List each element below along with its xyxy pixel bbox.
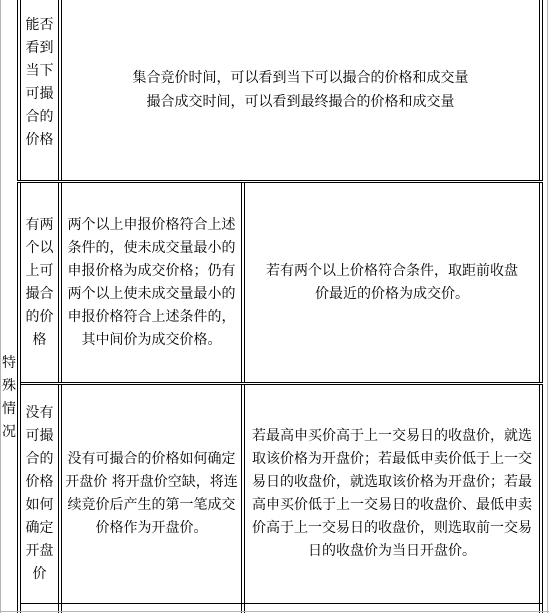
grid-line	[241, 384, 242, 613]
grid-line	[542, 182, 543, 382]
grid-line	[542, 0, 543, 180]
case1-rule-a: 两个以上申报价格符合上述条件的，使未成交量最小的申报价格为成交价格；仍有两个以上使未成交量最小的申报价格符合上述条件的，其中间价为成交价格。	[67, 216, 236, 348]
grid-line	[58, 384, 59, 613]
grid-line	[17, 0, 18, 180]
case2-rule-b-cell	[245, 385, 539, 603]
case1-rule-b-cell	[245, 183, 539, 382]
case1-rule-b: 若有两个以上价格符合条件，取距前收盘价最近的价格为成交价。	[266, 262, 518, 302]
row1-answer-cell	[62, 0, 539, 180]
grid-line	[539, 384, 540, 613]
grid-line	[539, 0, 540, 180]
case1-question: 有两个以上可撮合的价格	[25, 216, 54, 348]
case1-rule-a-cell	[62, 183, 241, 382]
grid-line	[241, 182, 242, 382]
row1-answer-line2: 撮合成交时间，可以看到最终撮合的价格和成交量	[146, 94, 455, 110]
special-group-label: 特殊情况	[2, 354, 16, 440]
table-right-edge	[547, 0, 548, 613]
case2-rule-b: 若最高申买价高于上一交易日的收盘价，就选取该价格为开盘价；若最低申卖价低于上一交易日的收盘价，就选取该价格为开盘价；若最高申买价低于上一交易日的收盘价、最低申卖价高于上一交易日的收盘价，则选取前一交易日的收盘价为当日开盘价。	[252, 428, 532, 559]
case1-question-cell	[21, 183, 58, 382]
grid-line	[58, 182, 59, 382]
grid-line	[58, 0, 59, 180]
grid-line	[20, 603, 543, 604]
grid-line	[539, 182, 540, 382]
row1-question-cell	[21, 8, 58, 180]
special-group-label-cell	[0, 182, 18, 613]
grid-line	[542, 384, 543, 613]
grid-line	[20, 382, 543, 383]
row1-answer-line1: 集合竞价时间，可以看到当下可以撮合的价格和成交量	[132, 70, 469, 86]
case2-question: 没有可撮合的价格如何确定开盘价	[25, 405, 54, 582]
grid-line	[17, 180, 543, 181]
case2-question-cell	[21, 385, 58, 603]
table-bottom-edge	[0, 611, 549, 612]
row1-question: 能否看到当下可撮合的价格	[25, 17, 54, 148]
case2-rule-a-cell	[62, 385, 241, 603]
case2-rule-a: 没有可撮合的价格如何确定开盘价 将开盘价空缺，将连续竞价后产生的第一笔成交价格作为开盘价。	[65, 451, 238, 536]
